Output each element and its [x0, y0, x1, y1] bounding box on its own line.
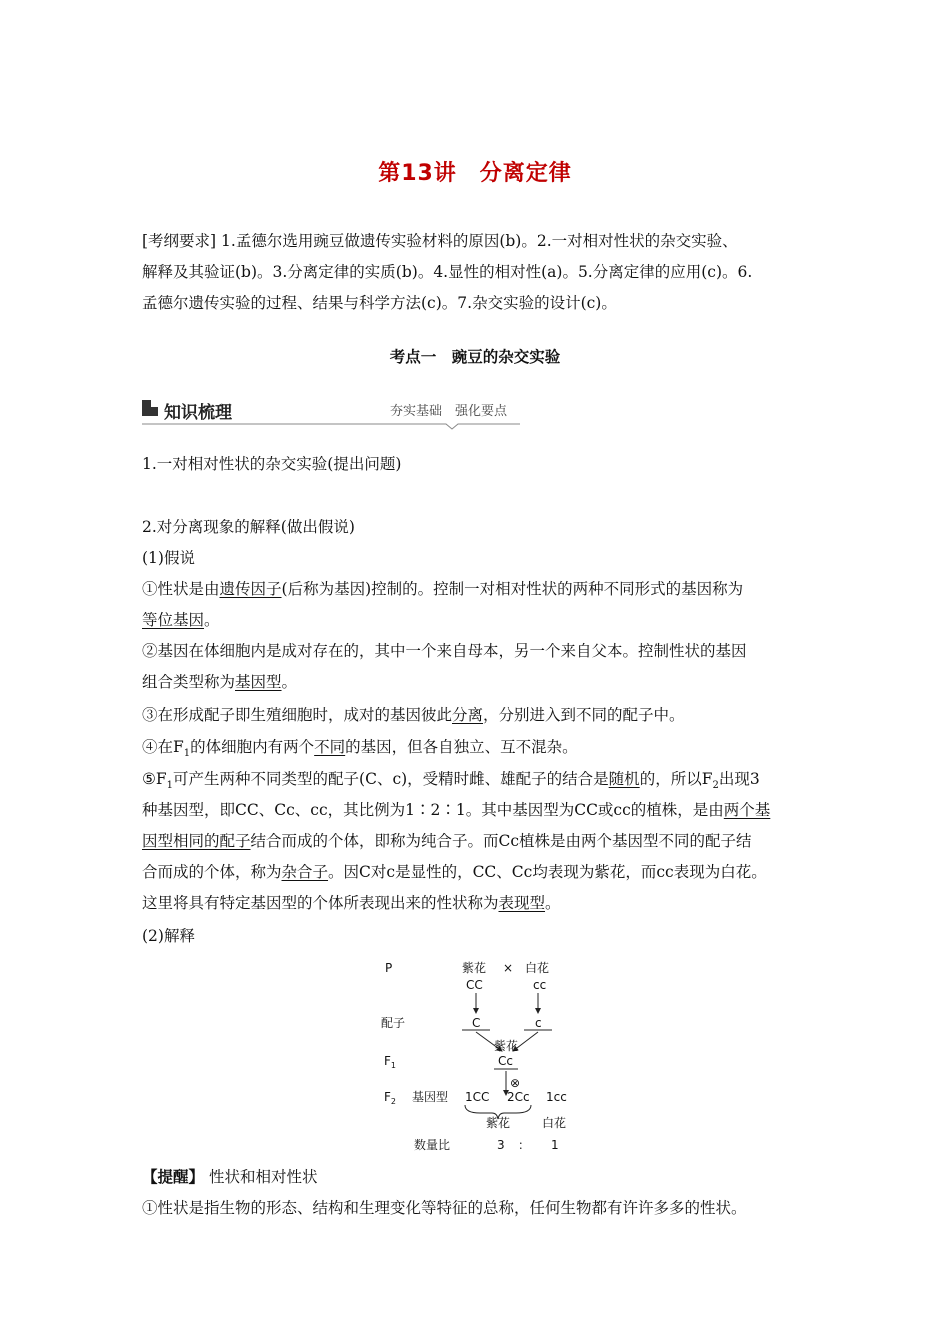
banner-underline: [142, 424, 520, 429]
blank-answer: 因型相同的配子: [142, 832, 251, 850]
f1-purple: 紫花: [494, 1039, 519, 1053]
parent-white: 白花: [525, 961, 550, 975]
requirements-line-2: 解释及其验证(b)。3.分离定律的实质(b)。4.显性的相对性(a)。5.分离定律的应用(c)。6.: [142, 263, 753, 281]
f2-phenotype-purple: 紫花: [486, 1116, 511, 1130]
paragraph-5-line-4: 合而成的个体，称为杂合子。因C对c是显性的，CC、Cc均表现为紫花，而cc表现为白花。: [142, 863, 767, 881]
label-ratio: 数量比: [414, 1138, 451, 1152]
paragraph-5-line-5: 这里将具有特定基因型的个体所表现出来的性状称为表现型。: [142, 894, 561, 912]
f2-genotype-2: 2Cc: [507, 1090, 530, 1104]
heading-2: 2.对分离现象的解释(做出假说): [142, 518, 355, 536]
paragraph-2-line-1: ②基因在体细胞内是成对存在的，其中一个来自母本，另一个来自父本。控制性状的基因: [142, 642, 747, 660]
requirements-label: [考纲要求]: [142, 232, 217, 250]
f2-genotype-3: 1cc: [546, 1090, 567, 1104]
label-gamete: 配子: [381, 1016, 406, 1030]
knowledge-banner: [142, 396, 522, 430]
paragraph-5-line-3: 因型相同的配子结合而成的个体，即称为纯合子。而Cc植株是由两个基因型不同的配子结: [142, 832, 752, 850]
parent-genotype-cc: cc: [533, 978, 547, 992]
paragraph-4: ④在$F_1$的体细胞内有两个不同的基因，但各自独立、互不混杂。: [142, 738, 578, 760]
parent-genotype-CC: CC: [466, 978, 483, 992]
self-cross-symbol: ⊗: [510, 1076, 521, 1090]
blank-answer: 随机: [608, 770, 640, 788]
label-p: P: [385, 961, 393, 975]
parent-purple: 紫花: [462, 961, 487, 975]
banner-subtitle: 夯实基础 强化要点: [390, 404, 508, 419]
tip-label: 【提醒】: [142, 1168, 205, 1186]
paragraph-5-line-2: 种基因型，即CC、Cc、cc，其比例为1∶2∶1。其中基因型为CC或cc的植株，是由两个基: [142, 801, 771, 819]
blank-answer: 基因型: [235, 673, 282, 691]
tip-title: 性状和相对性状: [208, 1168, 318, 1186]
ratio-value-1: 3: [497, 1138, 505, 1152]
cross-symbol: ×: [503, 961, 514, 975]
f1-genotype: Cc: [498, 1054, 513, 1068]
paragraph-1-line-2: 等位基因。: [142, 611, 220, 629]
blank-answer: 遗传因子: [219, 580, 282, 598]
gamete-C: C: [472, 1016, 481, 1030]
page-title: 第13讲 分离定律: [378, 161, 572, 186]
label-genotype: 基因型: [412, 1090, 449, 1104]
paragraph-5-line-1: $⑤F_1$可产生两种不同类型的配子(C、c)，受精时雌、雄配子的结合是随机的，所以$F_2$出现3: [142, 770, 760, 792]
heading-2b: (2)解释: [142, 927, 195, 945]
label-f1: $F_1$: [384, 1054, 396, 1070]
requirements-text-1: 1.孟德尔选用豌豆做遗传实验材料的原因(b)。2.一对相对性状的杂交实验、: [221, 232, 738, 250]
heading-1: 1.一对相对性状的杂交实验(提出问题): [142, 455, 402, 473]
blank-answer: 等位基因: [142, 611, 205, 629]
gamete-c: c: [535, 1016, 542, 1030]
heading-2a: (1)假说: [142, 549, 195, 567]
paragraph-1-line-1: ①性状是由遗传因子(后称为基因)控制的。控制一对相对性状的两种不同形式的基因称为: [142, 580, 744, 598]
blank-answer: 两个基: [723, 801, 771, 819]
paragraph-3: ③在形成配子即生殖细胞时，成对的基因彼此分离，分别进入到不同的配子中。: [142, 706, 685, 724]
blank-answer: 分离: [452, 706, 484, 724]
blank-answer: 杂合子: [281, 863, 329, 881]
f2-genotype-1: 1CC: [465, 1090, 490, 1104]
section-title: 考点一 豌豆的杂交实验: [389, 348, 561, 366]
ratio-colon: ：: [518, 1138, 531, 1152]
paragraph-2-line-2: 组合类型称为基因型。: [142, 673, 298, 691]
blank-answer: 不同: [314, 738, 346, 756]
label-f2: $F_2$: [384, 1090, 396, 1106]
requirements-line-1: [142, 226, 822, 257]
cross-diagram: [370, 955, 590, 1155]
ratio-value-2: 1: [551, 1138, 559, 1152]
blank-answer: 表现型: [498, 894, 546, 912]
requirements-line-3: 孟德尔遗传实验的过程、结果与科学方法(c)。7.杂交实验的设计(c)。: [142, 294, 617, 312]
tip-heading: [142, 1162, 822, 1193]
f2-phenotype-white: 白花: [542, 1116, 567, 1130]
banner-label: 知识梳理: [164, 403, 232, 423]
tip-line-1: ①性状是指生物的形态、结构和生理变化等特征的总称，任何生物都有许许多多的性状。: [142, 1199, 747, 1217]
